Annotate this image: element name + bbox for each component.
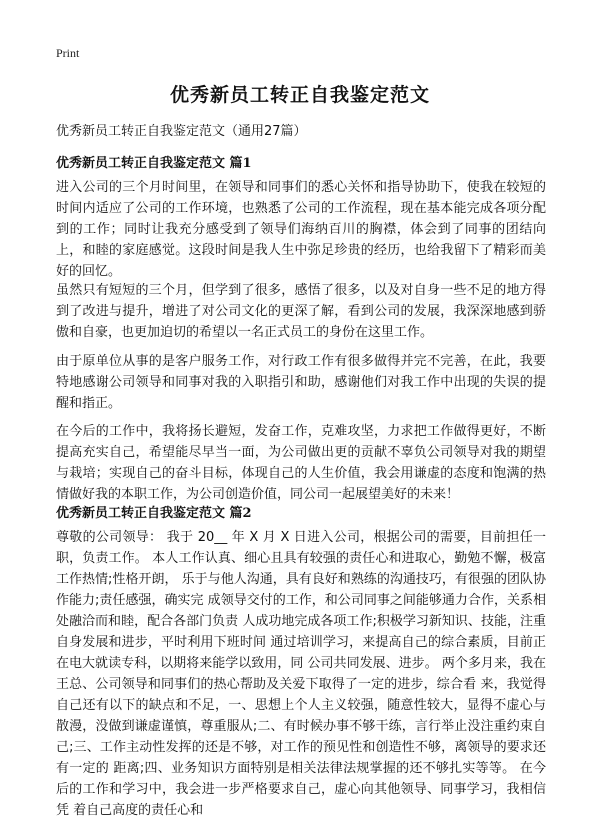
section-1-paragraph-2: 虽然只有短短的三个月，但学到了很多，感悟了很多，以及对自身一些不足的地方得到了改进与提升，增进了对公司文化的更深了解，看到公司的发展，我深深地感到骄傲和自豪，也更加迫切的希望以一名正式员工的身份在这里工作。 [56, 283, 546, 340]
section-2-paragraph-1: 尊敬的公司领导： 我于 20__ 年 X 月 X 日进入公司，根据公司的需要，目前担任一职，负责工作。 本人工作认真、细心且具有较强的责任心和进取心，勤勉不懈，极富工作热情;性格开朗， 乐于与他人沟通，具有良好和熟练的沟通技巧，有很强的团队协作能力;责任感强，确实完 成领导交付的工作，和公司同事之间能够通力合作，关系相处融洽而和睦，配合各部门负责 人成功地完成各项工作;积极学习新知识、技能，注重自身发展和进步，平时利用下班时间 通过培训学习，来提高自己的综合素质，目前正在电大就读专科，以期将来能学以致用，同 公司共同发展、进步。 两个多月来，我在王总、公司领导和同事们的热心帮助及关爱下取得了一定的进步，综合看 来，我觉得自己还有以下的缺点和不足，一、思想上个人主义较强，随意性较大，显得不虚心与散漫，没做到谦虚谨慎，尊重服从;二、有时候办事不够干练，言行举止没注重约束自己;三、工作主动性发挥的还是不够，对工作的预见性和创造性不够，离领导的要求还有一定的 距离;四、业务知识方面特别是相关法律法规掌握的还不够扎实等等。 在今后的工作和学习中，我会进一步严格要求自己，虚心向其他领导、同事学习，我相信凭 着自己高度的责任心和 [56, 530, 546, 818]
section-1-paragraph-4: 在今后的工作中，我将扬长避短，发奋工作，克难攻坚，力求把工作做得更好，不断提高充实自己，希望能尽早当一面，为公司做出更的贡献不辜负公司领导对我的期望与栽培；实现自己的奋斗目标，体现自己的人生价值，我会用谦虚的态度和饱满的热情做好我的本职工作，为公司创造价值，同公司一起展望美好的未来！ [56, 424, 546, 502]
section-heading-1: 优秀新员工转正自我鉴定范文 篇1 [56, 156, 252, 171]
page-title: 优秀新员工转正自我鉴定范文 [169, 84, 430, 106]
section-1-paragraph-1: 进入公司的三个月时间里，在领导和同事们的悉心关怀和指导协助下，使我在较短的时间内适应了公司的工作环境，也熟悉了公司的工作流程，现在基本能完成各项分配到的工作；同时让我充分感受到了领导们海纳百川的胸襟，体会到了同事的团结向上，和睦的家庭感觉。这段时间是我人生中弥足珍贵的经历，也给我留下了精彩而美好的回忆。 [56, 180, 546, 279]
section-heading-2: 优秀新员工转正自我鉴定范文 篇2 [56, 506, 252, 521]
section-1-paragraph-3: 由于原单位从事的是客户服务工作，对行政工作有很多做得并完不完善，在此，我要特地感谢公司领导和同事对我的入职指引和助，感谢他们对我工作中出现的失误的提醒和指正。 [56, 354, 546, 411]
document-subtitle: 优秀新员工转正自我鉴定范文（通用27篇） [56, 124, 307, 139]
print-link[interactable]: Print [56, 46, 80, 60]
